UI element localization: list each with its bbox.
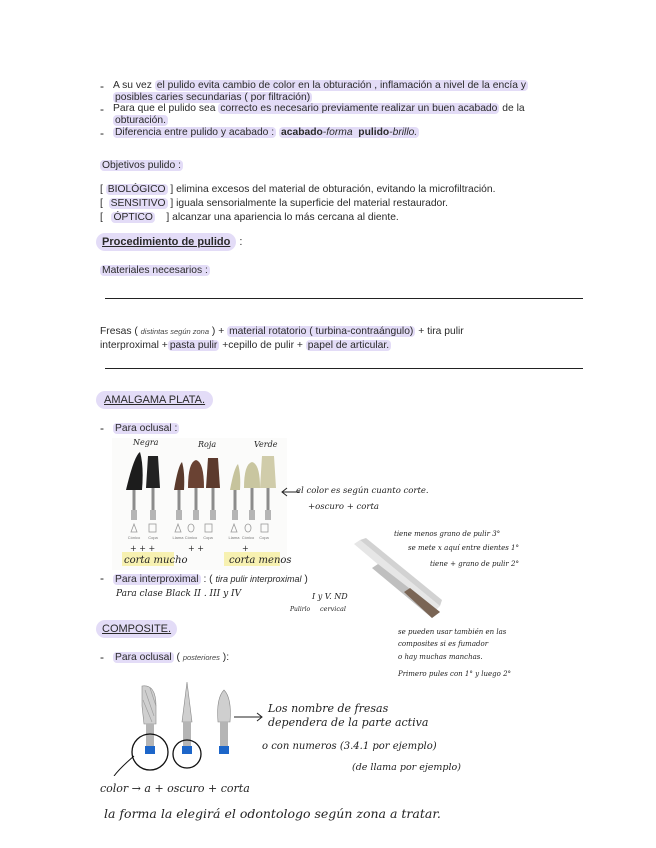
bullet-dash: - <box>100 102 104 116</box>
bullet-dash: - <box>100 650 104 664</box>
bullet-2-line2: obturación. <box>115 115 166 126</box>
clase-black: Para clase Black II . III y IV <box>116 589 242 599</box>
bullet-dash: - <box>100 571 104 585</box>
strip-note-1: tiene menos grano de pulir 3° <box>394 530 501 538</box>
bullet-1-line2: posibles caries secundarias ( por filtración) <box>115 92 311 103</box>
strip-note-6: o hay muchas manchas. <box>398 653 483 661</box>
label-verde: Verde <box>254 440 278 449</box>
materiales-heading: Materiales necesarios : <box>102 265 208 276</box>
tiny-label: Copa <box>259 535 269 540</box>
label-plus2: + + <box>188 544 204 553</box>
label-roja: Roja <box>198 440 217 449</box>
tiny-label: Copa <box>203 535 213 540</box>
arrow-icon <box>234 712 264 722</box>
tiny-label: Cónico <box>127 535 141 540</box>
burs-image <box>112 676 252 776</box>
note-color: el color es según cuanto corte. <box>296 486 429 496</box>
strip-note-7: Primero pules con 1° y luego 2° <box>398 670 512 678</box>
strip-note-2: se mete x aquí entre dientes 1° <box>408 544 519 552</box>
bullet-dash: - <box>100 126 104 140</box>
tiny-label: Llama <box>228 535 240 540</box>
note-color-2: +oscuro + corta <box>308 502 379 512</box>
cervical: cervical <box>320 605 346 613</box>
composite-note-2: dependera de la parte activa <box>268 716 429 729</box>
tiny-label: Cónico <box>241 535 255 540</box>
composite-final-line: la forma la elegirá el odontologo según zona a tratar. <box>104 806 441 821</box>
bullet-dash: - <box>100 421 104 435</box>
iv-nd: I y V. ND <box>312 592 348 601</box>
strip-note-4: se pueden usar también en las <box>398 628 507 636</box>
tiny-label: Cónico <box>184 535 198 540</box>
composite-heading: COMPOSITE. <box>96 623 177 635</box>
bullet-2-line1: Para que el pulido sea correcto es necesario previamente realizar un buen acabado de la <box>113 103 525 114</box>
label-plus3: + + + <box>130 544 156 553</box>
strip-note-3: tiene + grano de pulir 2° <box>430 560 519 568</box>
amalgama-oclusal: Para oclusal : <box>115 423 178 434</box>
composite-note-3: o con numeros (3.4.1 por ejemplo) <box>262 741 437 752</box>
composite-note-4: (de llama por ejemplo) <box>352 762 461 773</box>
tiny-label: Llama <box>172 535 184 540</box>
objetivos-heading: Objetivos pulido : <box>102 160 181 171</box>
blank-line <box>105 298 583 299</box>
objetivo-optico: [ ÓPTICO ] alcanzar una apariencia lo más cercana al diente. <box>100 212 399 223</box>
objetivo-biologico: [ BIOLÓGICO ] elimina excesos del material de obturación, evitando la microfiltración. <box>100 184 496 195</box>
pulirlo: Pulirlo <box>290 606 311 613</box>
label-negra: Negra <box>133 438 159 447</box>
fresas-line1: Fresas ( distintas según zona ) + material rotatorio ( turbina-contraángulo) + tira pulir <box>100 326 464 337</box>
composite-note-1: Los nombre de fresas <box>268 702 389 715</box>
blank-line <box>105 368 583 369</box>
composite-oclusal: Para oclusal ( posteriores ): <box>115 652 230 663</box>
amalgama-interproximal: Para interproximal : ( tira pulir interproximal ) <box>115 574 308 585</box>
strip-note-5: composites si es fumador <box>398 640 489 648</box>
objetivo-sensitivo: [ SENSITIVO ] iguala sensorialmente la superficie del material restaurador. <box>100 198 448 209</box>
bullet-3: Diferencia entre pulido y acabado : acabado-forma pulido-brillo. <box>115 127 418 138</box>
label-plus1: + <box>242 544 249 553</box>
bullet-dash: - <box>100 79 104 93</box>
procedimiento-heading: Procedimiento de pulido : <box>96 236 242 248</box>
bullet-1-line1: A su vez el pulido evita cambio de color en la obturación , inflamación a nivel de la encía y <box>113 80 526 91</box>
tiny-label: Copa <box>148 535 158 540</box>
composite-color-line: color → a + oscuro + corta <box>100 782 250 795</box>
amalgama-heading: AMALGAMA PLATA. <box>96 394 213 406</box>
label-corta-mucho: corta mucho <box>124 555 188 566</box>
label-corta-menos: corta menos <box>229 555 292 566</box>
fresas-line2: interproximal + pasta pulir +cepillo de pulir + papel de articular. <box>100 340 390 351</box>
